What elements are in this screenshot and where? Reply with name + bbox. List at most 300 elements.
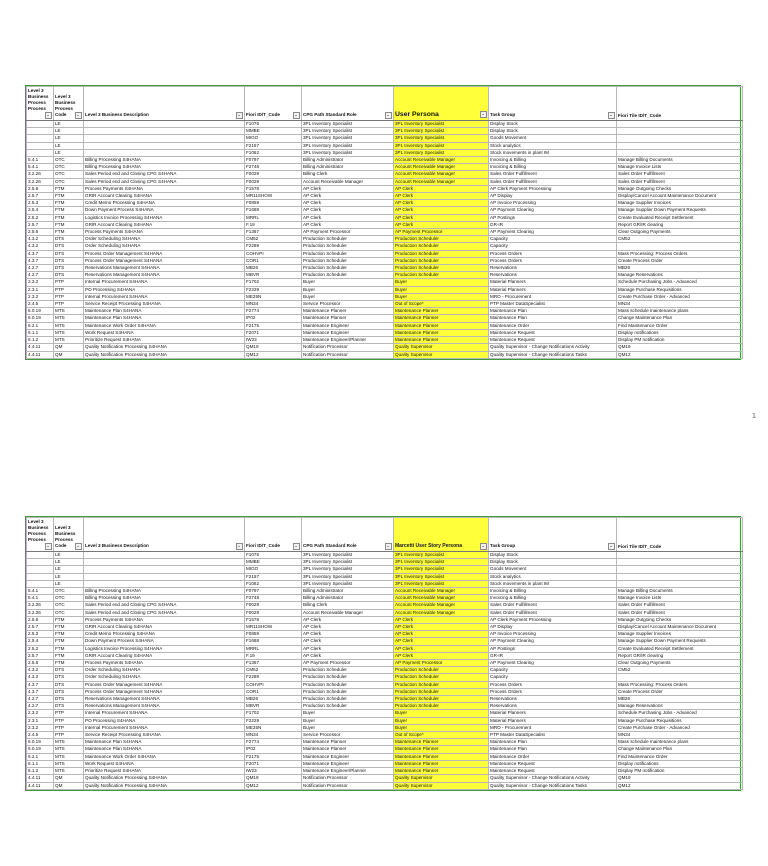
- cell-description[interactable]: Process Order Management S4HANA: [84, 250, 245, 257]
- cell-persona[interactable]: AP Clerk: [394, 645, 489, 652]
- filter-dropdown-icon[interactable]: [45, 543, 52, 550]
- cell-code[interactable]: FTM: [54, 645, 84, 652]
- cell-cpg-role[interactable]: AP Clerk: [302, 652, 394, 659]
- cell-fiori-code[interactable]: IW23: [245, 768, 302, 775]
- cell-task-group[interactable]: Stock movements in plant IM: [489, 149, 617, 156]
- cell-code[interactable]: MTS: [54, 337, 84, 344]
- cell-process[interactable]: 2.5.4: [27, 638, 54, 645]
- cell-fiori-code[interactable]: F0029: [245, 171, 302, 178]
- cell-persona[interactable]: Maintenance Planner: [394, 753, 489, 760]
- cell-fiori-tile[interactable]: Find Maintenance Order: [617, 753, 743, 760]
- header-fiori-code[interactable]: Fiori ID/T_Code: [245, 518, 302, 552]
- cell-task-group[interactable]: Stock analytics: [489, 573, 617, 580]
- cell-fiori-code[interactable]: F0797: [245, 157, 302, 164]
- cell-code[interactable]: FTM: [54, 624, 84, 631]
- cell-description[interactable]: Reservations Management S4HANA: [84, 703, 245, 710]
- cell-persona[interactable]: AP Payment Processor: [394, 229, 489, 236]
- cell-persona[interactable]: Buyer: [394, 717, 489, 724]
- cell-code[interactable]: DTS: [54, 236, 84, 243]
- cell-fiori-tile[interactable]: QM12: [617, 782, 743, 789]
- cell-cpg-role[interactable]: Maintenance Planner: [302, 746, 394, 753]
- cell-fiori-tile[interactable]: Mass schedule maintenance plans: [617, 739, 743, 746]
- cell-cpg-role[interactable]: 3PL Inventory Specialist: [302, 121, 394, 128]
- header-level3-process[interactable]: Level 3 Business Process Process: [27, 518, 54, 552]
- cell-process[interactable]: 2.5.2: [27, 214, 54, 221]
- cell-code[interactable]: DTS: [54, 250, 84, 257]
- cell-task-group[interactable]: Process Orders: [489, 688, 617, 695]
- cell-description[interactable]: Prioritize Request S4HANA: [84, 337, 245, 344]
- cell-persona[interactable]: Maintenance Planner: [394, 760, 489, 767]
- cell-code[interactable]: DTS: [54, 681, 84, 688]
- cell-code[interactable]: MTS: [54, 308, 84, 315]
- cell-cpg-role[interactable]: AP Clerk: [302, 200, 394, 207]
- cell-process[interactable]: 3.2.26: [27, 602, 54, 609]
- cell-process[interactable]: 4.4.11: [27, 351, 54, 358]
- cell-description[interactable]: Sales Period end and Closing CPG S4HANA: [84, 171, 245, 178]
- cell-fiori-code[interactable]: F1076: [245, 121, 302, 128]
- cell-persona[interactable]: Production Scheduler: [394, 667, 489, 674]
- cell-fiori-tile[interactable]: Create Purchase Order - Advanced: [617, 724, 743, 731]
- cell-code[interactable]: QM: [54, 351, 84, 358]
- cell-cpg-role[interactable]: Notification Processor: [302, 351, 394, 358]
- cell-fiori-tile[interactable]: Schedule Purchasing Jobs - Advanced: [617, 279, 743, 286]
- cell-process[interactable]: 2.5.6: [27, 229, 54, 236]
- cell-fiori-code[interactable]: F1702: [245, 710, 302, 717]
- cell-description[interactable]: Work Request S4HANA: [84, 329, 245, 336]
- cell-task-group[interactable]: Quality Supervisor - Change Notifications Tasks: [489, 782, 617, 789]
- header-user-persona[interactable]: User Persona: [394, 87, 489, 121]
- cell-task-group[interactable]: Reservations: [489, 272, 617, 279]
- cell-cpg-role[interactable]: AP Clerk: [302, 185, 394, 192]
- cell-code[interactable]: DTS: [54, 688, 84, 695]
- cell-persona[interactable]: Production Scheduler: [394, 703, 489, 710]
- cell-persona[interactable]: Production Scheduler: [394, 250, 489, 257]
- cell-fiori-tile[interactable]: Display/Cancel Account Maintenance Document: [617, 624, 743, 631]
- cell-task-group[interactable]: Process Orders: [489, 681, 617, 688]
- cell-code[interactable]: MTS: [54, 315, 84, 322]
- cell-cpg-role[interactable]: Production Scheduler: [302, 667, 394, 674]
- cell-process[interactable]: [27, 128, 54, 135]
- cell-cpg-role[interactable]: Service Processor: [302, 732, 394, 739]
- cell-process[interactable]: 2.3.1: [27, 286, 54, 293]
- cell-process[interactable]: 2.5.3: [27, 200, 54, 207]
- cell-code[interactable]: PTP: [54, 293, 84, 300]
- cell-fiori-code[interactable]: F2175: [245, 753, 302, 760]
- cell-cpg-role[interactable]: Production Scheduler: [302, 272, 394, 279]
- cell-code[interactable]: OTC: [54, 171, 84, 178]
- cell-code[interactable]: LE: [54, 566, 84, 573]
- cell-persona[interactable]: AP Clerk: [394, 193, 489, 200]
- cell-description[interactable]: [84, 128, 245, 135]
- cell-description[interactable]: Billing Processing S4HANA: [84, 595, 245, 602]
- cell-cpg-role[interactable]: Production Scheduler: [302, 257, 394, 264]
- filter-dropdown-icon[interactable]: [385, 112, 392, 119]
- cell-fiori-code[interactable]: F1702: [245, 279, 302, 286]
- cell-process[interactable]: 2.5.7: [27, 221, 54, 228]
- cell-cpg-role[interactable]: Production Scheduler: [302, 243, 394, 250]
- cell-description[interactable]: Maintenance Work Order S4HANA: [84, 753, 245, 760]
- cell-task-group[interactable]: Sales Order Fulfillment: [489, 602, 617, 609]
- cell-description[interactable]: Process Order Management S4HANA: [84, 257, 245, 264]
- cell-process[interactable]: 4.3.7: [27, 250, 54, 257]
- cell-process[interactable]: 4.2.7: [27, 265, 54, 272]
- cell-fiori-code[interactable]: COR1: [245, 688, 302, 695]
- cell-fiori-code[interactable]: IP02: [245, 315, 302, 322]
- cell-process[interactable]: 2.3.2: [27, 710, 54, 717]
- cell-code[interactable]: MTS: [54, 768, 84, 775]
- cell-process[interactable]: 2.3.2: [27, 293, 54, 300]
- cell-code[interactable]: OTC: [54, 157, 84, 164]
- cell-task-group[interactable]: Display Stock: [489, 559, 617, 566]
- cell-process[interactable]: 2.5.7: [27, 624, 54, 631]
- cell-task-group[interactable]: Goods Movement: [489, 135, 617, 142]
- cell-persona[interactable]: Account Receivable Manager: [394, 609, 489, 616]
- cell-fiori-tile[interactable]: Display PM notification: [617, 768, 743, 775]
- cell-description[interactable]: Maintenance Plan S4HANA: [84, 315, 245, 322]
- cell-description[interactable]: GRIR Account Clearing S4HANA: [84, 193, 245, 200]
- cell-cpg-role[interactable]: 3PL Inventory Specialist: [302, 142, 394, 149]
- cell-description[interactable]: GRIR Account Clearing S4HANA: [84, 652, 245, 659]
- cell-process[interactable]: [27, 149, 54, 156]
- cell-task-group[interactable]: Sales Order Fulfillment: [489, 171, 617, 178]
- cell-cpg-role[interactable]: Service Processor: [302, 301, 394, 308]
- cell-code[interactable]: DTS: [54, 696, 84, 703]
- cell-cpg-role[interactable]: Maintenance Planner: [302, 315, 394, 322]
- cell-process[interactable]: 2.3.1: [27, 717, 54, 724]
- cell-persona[interactable]: 3PL Inventory Specialist: [394, 580, 489, 587]
- filter-dropdown-icon[interactable]: [293, 112, 300, 119]
- cell-persona[interactable]: 3PL Inventory Specialist: [394, 135, 489, 142]
- cell-cpg-role[interactable]: Billing Clerk: [302, 171, 394, 178]
- cell-process[interactable]: 2.3.2: [27, 279, 54, 286]
- cell-persona[interactable]: Out of Scope*: [394, 732, 489, 739]
- cell-fiori-tile[interactable]: Manage Purchase Requisitions: [617, 717, 743, 724]
- cell-fiori-tile[interactable]: MB26: [617, 696, 743, 703]
- cell-cpg-role[interactable]: AP Clerk: [302, 221, 394, 228]
- cell-code[interactable]: MTS: [54, 760, 84, 767]
- cell-task-group[interactable]: Maintenance Request: [489, 768, 617, 775]
- cell-persona[interactable]: Quality Supervisor: [394, 351, 489, 358]
- cell-description[interactable]: Service Receipt Processing S4HANA: [84, 301, 245, 308]
- cell-process[interactable]: [27, 573, 54, 580]
- cell-code[interactable]: OTC: [54, 164, 84, 171]
- cell-task-group[interactable]: AP Invoice Processing: [489, 200, 617, 207]
- cell-code[interactable]: OTC: [54, 609, 84, 616]
- cell-code[interactable]: FTM: [54, 214, 84, 221]
- cell-fiori-code[interactable]: ME25N: [245, 293, 302, 300]
- cell-process[interactable]: 4.3.7: [27, 688, 54, 695]
- cell-fiori-code[interactable]: CM52: [245, 236, 302, 243]
- cell-description[interactable]: Order Scheduling S4HANA: [84, 667, 245, 674]
- cell-persona[interactable]: Maintenance Planner: [394, 768, 489, 775]
- cell-fiori-code[interactable]: F2289: [245, 243, 302, 250]
- cell-fiori-code[interactable]: MIGO: [245, 135, 302, 142]
- cell-code[interactable]: DTS: [54, 674, 84, 681]
- cell-persona[interactable]: 3PL Inventory Specialist: [394, 566, 489, 573]
- cell-process[interactable]: [27, 142, 54, 149]
- cell-task-group[interactable]: Maintenance Plan: [489, 315, 617, 322]
- cell-code[interactable]: DTS: [54, 265, 84, 272]
- cell-fiori-code[interactable]: IW23: [245, 337, 302, 344]
- cell-persona[interactable]: Account Receivable Manager: [394, 164, 489, 171]
- cell-persona[interactable]: Maintenance Planner: [394, 322, 489, 329]
- cell-process[interactable]: 4.2.7: [27, 272, 54, 279]
- cell-description[interactable]: Service Receipt Processing S4HANA: [84, 732, 245, 739]
- cell-cpg-role[interactable]: Billing Administrator: [302, 164, 394, 171]
- cell-fiori-tile[interactable]: Clear Outgoing Payments: [617, 660, 743, 667]
- cell-code[interactable]: PTP: [54, 286, 84, 293]
- cell-fiori-code[interactable]: F2748: [245, 164, 302, 171]
- cell-fiori-code[interactable]: F1578: [245, 185, 302, 192]
- cell-fiori-code[interactable]: F2289: [245, 674, 302, 681]
- cell-fiori-code[interactable]: F2157: [245, 142, 302, 149]
- cell-fiori-code[interactable]: COHVPI: [245, 681, 302, 688]
- cell-task-group[interactable]: Material Planners: [489, 279, 617, 286]
- cell-persona[interactable]: Production Scheduler: [394, 243, 489, 250]
- cell-task-group[interactable]: AP Clerk Payment Processing: [489, 185, 617, 192]
- cell-fiori-code[interactable]: F2071: [245, 760, 302, 767]
- filter-dropdown-icon[interactable]: [293, 543, 300, 550]
- cell-fiori-code[interactable]: F1688: [245, 207, 302, 214]
- cell-fiori-tile[interactable]: Create Purchase Order - Advanced: [617, 293, 743, 300]
- cell-fiori-code[interactable]: F1367: [245, 229, 302, 236]
- cell-cpg-role[interactable]: Account Receivable Manager: [302, 609, 394, 616]
- filter-dropdown-icon[interactable]: [236, 543, 243, 550]
- cell-fiori-tile[interactable]: [617, 149, 743, 156]
- cell-fiori-code[interactable]: F0859: [245, 631, 302, 638]
- cell-cpg-role[interactable]: 3PL Inventory Specialist: [302, 573, 394, 580]
- cell-fiori-tile[interactable]: Report GR/IR clearing: [617, 221, 743, 228]
- cell-task-group[interactable]: Display Stock: [489, 128, 617, 135]
- cell-description[interactable]: Order Scheduling S4HANA: [84, 243, 245, 250]
- cell-cpg-role[interactable]: AP Clerk: [302, 631, 394, 638]
- header-fiori-code[interactable]: Fiori ID/T_Code: [245, 87, 302, 121]
- filter-dropdown-icon[interactable]: [385, 543, 392, 550]
- cell-persona[interactable]: Maintenance Planner: [394, 315, 489, 322]
- cell-task-group[interactable]: MRO - Procurement: [489, 293, 617, 300]
- cell-task-group[interactable]: AP Postings: [489, 214, 617, 221]
- cell-process[interactable]: 5.4.1: [27, 595, 54, 602]
- header-story-persona[interactable]: Marcetti User Story Persona: [394, 518, 489, 552]
- cell-persona[interactable]: Account Receivable Manager: [394, 178, 489, 185]
- cell-description[interactable]: Maintenance Plan S4HANA: [84, 308, 245, 315]
- cell-fiori-code[interactable]: F1062: [245, 149, 302, 156]
- cell-fiori-code[interactable]: MB26: [245, 696, 302, 703]
- cell-cpg-role[interactable]: Account Receivable Manager: [302, 178, 394, 185]
- header-fiori-tile[interactable]: Fiori Tile ID/T_Code: [617, 518, 743, 552]
- cell-fiori-code[interactable]: COR1: [245, 257, 302, 264]
- cell-code[interactable]: PTP: [54, 732, 84, 739]
- cell-process[interactable]: 4.4.11: [27, 344, 54, 351]
- cell-persona[interactable]: Production Scheduler: [394, 265, 489, 272]
- cell-description[interactable]: Process Payments S4HANA: [84, 616, 245, 623]
- cell-fiori-tile[interactable]: Manage Outgoing Checks: [617, 185, 743, 192]
- cell-task-group[interactable]: Maintenance Plan: [489, 739, 617, 746]
- cell-task-group[interactable]: GR-IR: [489, 652, 617, 659]
- cell-cpg-role[interactable]: 3PL Inventory Specialist: [302, 149, 394, 156]
- cell-cpg-role[interactable]: Production Scheduler: [302, 265, 394, 272]
- cell-cpg-role[interactable]: 3PL Inventory Specialist: [302, 580, 394, 587]
- filter-dropdown-icon[interactable]: [45, 112, 52, 119]
- cell-cpg-role[interactable]: AP Clerk: [302, 207, 394, 214]
- cell-description[interactable]: Quality Notification Processing S4HANA: [84, 775, 245, 782]
- cell-task-group[interactable]: Invoicing & Billing: [489, 595, 617, 602]
- cell-cpg-role[interactable]: AP Clerk: [302, 214, 394, 221]
- cell-code[interactable]: FTM: [54, 638, 84, 645]
- cell-process[interactable]: [27, 566, 54, 573]
- cell-task-group[interactable]: Goods Movement: [489, 566, 617, 573]
- cell-description[interactable]: [84, 121, 245, 128]
- cell-task-group[interactable]: Process Orders: [489, 257, 617, 264]
- cell-fiori-code[interactable]: F1578: [245, 616, 302, 623]
- cell-code[interactable]: FTM: [54, 221, 84, 228]
- cell-cpg-role[interactable]: Production Scheduler: [302, 688, 394, 695]
- cell-description[interactable]: [84, 559, 245, 566]
- cell-code[interactable]: MTS: [54, 739, 84, 746]
- cell-process[interactable]: 2.5.3: [27, 631, 54, 638]
- cell-fiori-code[interactable]: ME25N: [245, 724, 302, 731]
- cell-persona[interactable]: AP Clerk: [394, 214, 489, 221]
- cell-persona[interactable]: Account Receivable Manager: [394, 602, 489, 609]
- cell-fiori-code[interactable]: F0859: [245, 200, 302, 207]
- cell-cpg-role[interactable]: Production Scheduler: [302, 674, 394, 681]
- cell-fiori-code[interactable]: F2774: [245, 308, 302, 315]
- cell-task-group[interactable]: AP Payment Clearing: [489, 229, 617, 236]
- cell-fiori-tile[interactable]: CM52: [617, 667, 743, 674]
- filter-dropdown-icon[interactable]: [608, 543, 615, 550]
- cell-cpg-role[interactable]: 3PL Inventory Specialist: [302, 552, 394, 559]
- cell-process[interactable]: 5.4.1: [27, 164, 54, 171]
- cell-fiori-code[interactable]: MB26: [245, 265, 302, 272]
- header-level3-code[interactable]: Level 3 Business Process Code: [54, 518, 84, 552]
- cell-cpg-role[interactable]: Production Scheduler: [302, 703, 394, 710]
- cell-code[interactable]: QM: [54, 344, 84, 351]
- cell-description[interactable]: Prioritize Request S4HANA: [84, 768, 245, 775]
- filter-dropdown-icon[interactable]: [480, 543, 487, 550]
- cell-task-group[interactable]: AP Display: [489, 193, 617, 200]
- cell-task-group[interactable]: PTP Master DataSpecialist: [489, 732, 617, 739]
- cell-persona[interactable]: AP Clerk: [394, 624, 489, 631]
- cell-description[interactable]: Process Payments S4HANA: [84, 229, 245, 236]
- cell-description[interactable]: Billing Processing S4HANA: [84, 164, 245, 171]
- cell-code[interactable]: OTC: [54, 178, 84, 185]
- cell-task-group[interactable]: Reservations: [489, 265, 617, 272]
- cell-process[interactable]: [27, 559, 54, 566]
- cell-fiori-code[interactable]: COHVPI: [245, 250, 302, 257]
- cell-fiori-tile[interactable]: [617, 552, 743, 559]
- cell-description[interactable]: Maintenance Plan S4HANA: [84, 739, 245, 746]
- cell-fiori-tile[interactable]: Clear Outgoing Payments: [617, 229, 743, 236]
- cell-persona[interactable]: Production Scheduler: [394, 257, 489, 264]
- cell-description[interactable]: Internal Procurement S4HANA: [84, 293, 245, 300]
- cell-process[interactable]: [27, 552, 54, 559]
- cell-fiori-tile[interactable]: Manage Billing Documents: [617, 157, 743, 164]
- header-task-group[interactable]: Task Group: [489, 518, 617, 552]
- cell-cpg-role[interactable]: Billing Administrator: [302, 595, 394, 602]
- cell-description[interactable]: Reservations Management S4HANA: [84, 696, 245, 703]
- cell-description[interactable]: Work Request S4HANA: [84, 760, 245, 767]
- cell-process[interactable]: 6.0.19: [27, 308, 54, 315]
- cell-fiori-code[interactable]: MBVR: [245, 703, 302, 710]
- cell-process[interactable]: 6.1.1: [27, 760, 54, 767]
- cell-code[interactable]: PTP: [54, 724, 84, 731]
- cell-persona[interactable]: AP Clerk: [394, 200, 489, 207]
- cell-fiori-tile[interactable]: Display notifications: [617, 760, 743, 767]
- cell-task-group[interactable]: AP Clerk Payment Processing: [489, 616, 617, 623]
- cell-description[interactable]: Order Scheduling S4HANA: [84, 674, 245, 681]
- cell-process[interactable]: 6.0.19: [27, 315, 54, 322]
- cell-process[interactable]: 2.5.6: [27, 185, 54, 192]
- cell-description[interactable]: Process Order Management S4HANA: [84, 688, 245, 695]
- cell-description[interactable]: [84, 573, 245, 580]
- cell-task-group[interactable]: Capacity: [489, 674, 617, 681]
- cell-cpg-role[interactable]: Notification Processor: [302, 782, 394, 789]
- cell-fiori-code[interactable]: F2157: [245, 573, 302, 580]
- cell-cpg-role[interactable]: Production Scheduler: [302, 681, 394, 688]
- cell-description[interactable]: Sales Period end and Closing CPG S4HANA: [84, 602, 245, 609]
- cell-process[interactable]: 6.1.1: [27, 329, 54, 336]
- cell-code[interactable]: FTM: [54, 185, 84, 192]
- cell-task-group[interactable]: Display Stock: [489, 121, 617, 128]
- cell-persona[interactable]: 3PL Inventory Specialist: [394, 121, 489, 128]
- cell-cpg-role[interactable]: AP Payment Processor: [302, 660, 394, 667]
- cell-persona[interactable]: AP Clerk: [394, 616, 489, 623]
- filter-dropdown-icon[interactable]: [75, 112, 82, 119]
- cell-description[interactable]: Down Payment Process S4HANA: [84, 638, 245, 645]
- cell-fiori-tile[interactable]: Create Process Order: [617, 257, 743, 264]
- cell-description[interactable]: [84, 580, 245, 587]
- cell-process[interactable]: 4.3.7: [27, 257, 54, 264]
- cell-task-group[interactable]: Sales Order Fulfillment: [489, 178, 617, 185]
- cell-cpg-role[interactable]: Billing Administrator: [302, 588, 394, 595]
- cell-cpg-role[interactable]: Production Scheduler: [302, 250, 394, 257]
- cell-persona[interactable]: Buyer: [394, 724, 489, 731]
- cell-process[interactable]: 4.2.7: [27, 703, 54, 710]
- cell-fiori-tile[interactable]: Sales Order Fulfillment: [617, 609, 743, 616]
- cell-description[interactable]: [84, 142, 245, 149]
- cell-cpg-role[interactable]: Billing Administrator: [302, 157, 394, 164]
- header-level3-description[interactable]: Level 3 Business Description: [84, 518, 245, 552]
- cell-description[interactable]: Quality Notification Processing S4HANA: [84, 344, 245, 351]
- cell-fiori-tile[interactable]: Display PM notification: [617, 337, 743, 344]
- cell-code[interactable]: FTM: [54, 200, 84, 207]
- cell-fiori-tile[interactable]: Mass Processing: Process Orders: [617, 681, 743, 688]
- cell-fiori-tile[interactable]: [617, 142, 743, 149]
- cell-process[interactable]: 6.0.19: [27, 739, 54, 746]
- filter-dropdown-icon[interactable]: [236, 112, 243, 119]
- cell-process[interactable]: 6.1.2: [27, 337, 54, 344]
- cell-cpg-role[interactable]: AP Payment Processor: [302, 229, 394, 236]
- cell-fiori-tile[interactable]: [617, 580, 743, 587]
- cell-task-group[interactable]: Process Orders: [489, 250, 617, 257]
- cell-persona[interactable]: AP Clerk: [394, 631, 489, 638]
- cell-process[interactable]: 4.4.11: [27, 782, 54, 789]
- cell-fiori-tile[interactable]: [617, 674, 743, 681]
- filter-dropdown-icon[interactable]: [608, 112, 615, 119]
- cell-fiori-code[interactable]: MMBE: [245, 559, 302, 566]
- cell-task-group[interactable]: Capacity: [489, 243, 617, 250]
- cell-fiori-tile[interactable]: [617, 135, 743, 142]
- cell-description[interactable]: Process Payments S4HANA: [84, 660, 245, 667]
- cell-persona[interactable]: 3PL Inventory Specialist: [394, 559, 489, 566]
- cell-code[interactable]: PTP: [54, 301, 84, 308]
- cell-cpg-role[interactable]: Maintenance Planner: [302, 308, 394, 315]
- cell-process[interactable]: 4.2.7: [27, 696, 54, 703]
- cell-fiori-tile[interactable]: MB26: [617, 265, 743, 272]
- cell-task-group[interactable]: AP Postings: [489, 645, 617, 652]
- cell-task-group[interactable]: Material Planners: [489, 717, 617, 724]
- cell-fiori-tile[interactable]: QM19: [617, 775, 743, 782]
